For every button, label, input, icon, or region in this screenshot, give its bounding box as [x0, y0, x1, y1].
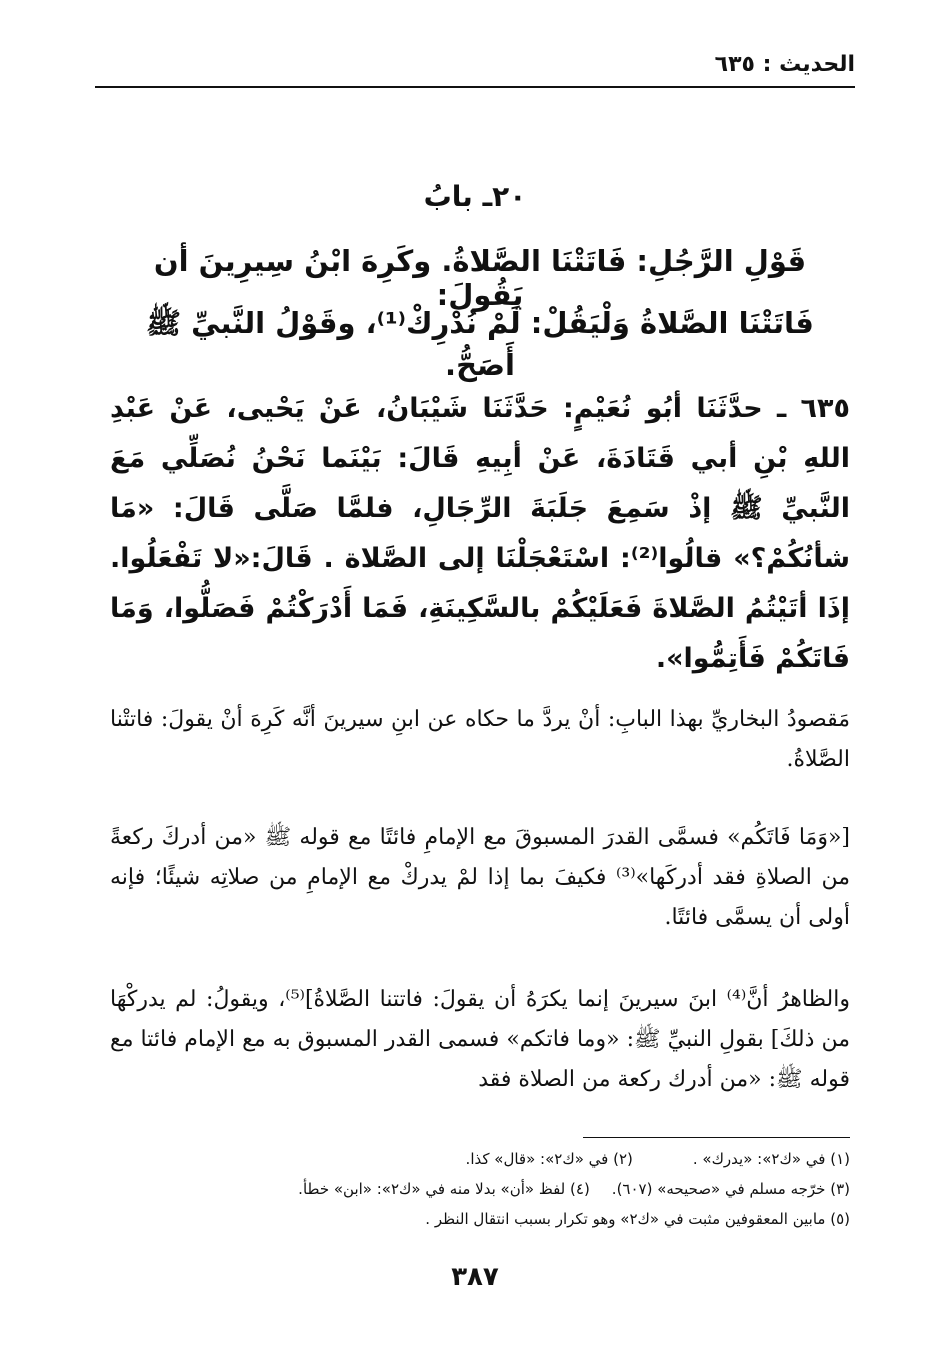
chapter-number: ٢٠ـ بابُ	[423, 180, 527, 213]
footnote-row-1	[110, 1144, 850, 1174]
commentary-paragraph-3: والظاهرُ أنَّ⁽⁴⁾ ابنَ سيرينَ إنما يكرَهُ أن يقولَ: فاتتنا الصَّلاةُ]⁽⁵⁾، ويقولُ: لم يدركْهَا من ذلكَ] بقولِ النبيِّ ﷺ: «وما فاتكم» فسمى القدر المسبوق به مع الإمام فائتا مع قوله ﷺ: «من أدرك ركعة من الصلاة فقد	[110, 987, 850, 1092]
commentary-paragraph-1: مَقصودُ البخاريِّ بهذا البابِ: أنْ يردَّ ما حكاه عن ابنِ سيرينَ أنَّه كَرِهَ أنْ يقولَ: فاتتْنا الصَّلاةُ.	[110, 707, 850, 772]
footnote-rule	[583, 1137, 850, 1138]
chapter-title-line-2: فَاتَتْنَا الصَّلاةُ وَلْيَقُلْ: لَمْ نُدْرِكْ⁽¹⁾، وقَوْلُ النَّبيِّ ﷺ أَصَحُّ.	[146, 306, 814, 382]
footnote-5: (٥) مابين المعقوفين مثبت في «ك٢» وهو تكرار بسبب انتقال النظر .	[425, 1210, 850, 1228]
footnote-2: (٢) في «ك٢»: «قال» كذا.	[465, 1150, 633, 1168]
hadith-text: ٦٣٥ ـ حدَّثَنَا أبُو نُعَيْمٍ: حَدَّثَنَا شَيْبَانُ، عَنْ يَحْيى، عَنْ عَبْدِ اللهِ بْنِ أبي قَتَادَةَ، عَنْ أبِيهِ قَالَ: بَيْنَما نَحْنُ نُصَلِّي مَعَ النَّبيِّ ﷺ إذْ سَمِعَ جَلَبَةَ الرِّجَالِ، فلمَّا صَلَّى قَالَ: «مَا شأنُكُمْ؟» قالُوا⁽²⁾: اسْتَعْجَلْنَا إلى الصَّلاة . قَالَ:«لا تَفْعَلُوا. إذَا أتَيْتُمُ الصَّلاةَ فَعَلَيْكُمْ بالسَّكِينَةِ، فَمَا أَدْرَكْتُمْ فَصَلُّوا، وَمَا فَاتَكُمْ فَأَتِمُّوا».	[110, 393, 851, 674]
footnote-1: (١) في «ك٢»: «يدرك» .	[692, 1150, 850, 1168]
header-rule	[95, 86, 855, 88]
footnotes	[110, 1144, 850, 1234]
footnote-row-2	[110, 1174, 850, 1204]
footnote-3: (٣) خرّجه مسلم في «صحيحه» (٦٠٧).	[611, 1180, 850, 1198]
chapter-title-line-1: قَوْلِ الرَّجُلِ: فَاتَتْنَا الصَّلاةُ. وكَرِهَ ابْنُ سِيرِينَ أن يَقُولَ:	[153, 244, 807, 312]
commentary-paragraph-2: [«وَمَا فَاتَكُم» فسمَّى القدرَ المسبوقَ مع الإمامِ فائتًا مع قوله ﷺ «من أدركَ ركعةً من الصلاةِ فقد أدركَها»⁽³⁾ فكيفَ بما إذا لمْ يدركْ مع الإمامِ من صلاتِه شيئًا؛ فإنه أولى أن يسمَّى فائتًا.	[110, 825, 850, 930]
footnote-row-3	[110, 1204, 850, 1234]
running-header: الحديث : ٦٣٥	[714, 52, 855, 77]
footnote-4: (٤) لفظ «أن» بدلا منه في «ك٢»: «ابن» خطأ.	[298, 1180, 590, 1198]
page-number: ٣٨٧	[451, 1262, 499, 1292]
